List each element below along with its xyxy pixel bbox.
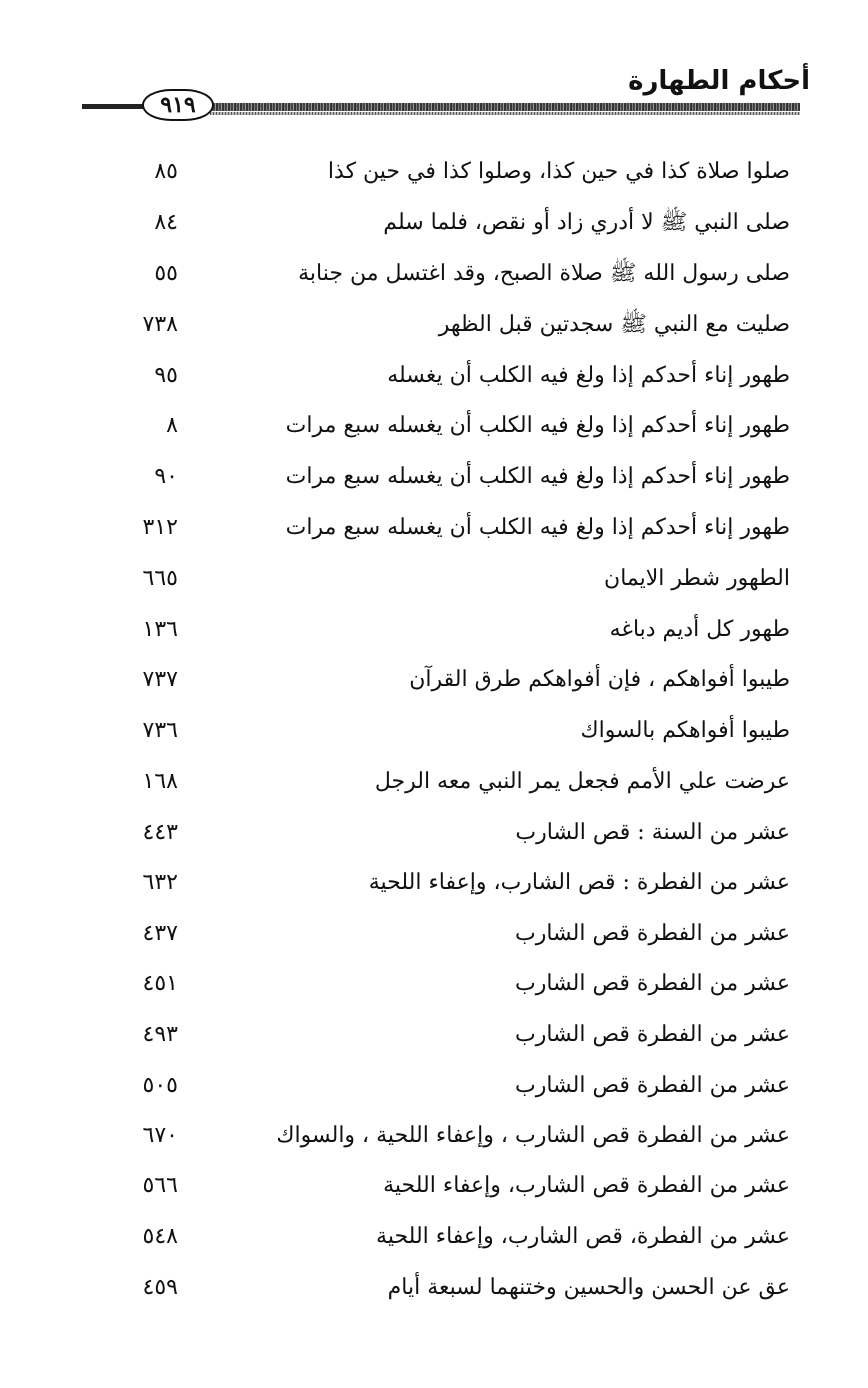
- index-entry: [0, 305, 868, 345]
- entry-text: صلى رسول الله ﷺ صلاة الصبح، وقد اغتسل من جنابة: [298, 261, 790, 286]
- entry-text: طهور إناء أحدكم إذا ولغ فيه الكلب أن يغسله سبع مرات: [285, 515, 790, 540]
- entry-page-number: ٩٥: [154, 363, 178, 388]
- entry-page-number: ٧٣٦: [142, 718, 178, 743]
- index-entry: [0, 508, 868, 548]
- index-entry: [0, 1015, 868, 1055]
- entry-text: عشر من الفطرة قص الشارب، وإعفاء اللحية: [383, 1173, 790, 1198]
- entry-text: طهور إناء أحدكم إذا ولغ فيه الكلب أن يغسله سبع مرات: [285, 413, 790, 438]
- entry-text: عرضت علي الأمم فجعل يمر النبي معه الرجل: [374, 769, 790, 794]
- index-entry: [0, 660, 868, 700]
- entry-page-number: ٦٣٢: [142, 870, 178, 895]
- entry-text: عشر من الفطرة قص الشارب: [515, 1022, 790, 1047]
- entry-page-number: ٤٥٩: [142, 1275, 178, 1300]
- entry-page-number: ٤٩٣: [142, 1022, 178, 1047]
- index-entry: [0, 813, 868, 853]
- entry-page-number: ١٦٨: [142, 769, 178, 794]
- entry-text: عشر من الفطرة قص الشارب: [515, 921, 790, 946]
- index-entry: [0, 457, 868, 497]
- index-entry: [0, 610, 868, 650]
- index-entry: [0, 762, 868, 802]
- index-entry: [0, 203, 868, 243]
- entry-page-number: ٥٤٨: [142, 1224, 178, 1249]
- entry-page-number: ٤٣٧: [142, 921, 178, 946]
- index-entry: [0, 1217, 868, 1257]
- entry-page-number: ٣١٢: [142, 515, 178, 540]
- index-entry: [0, 964, 868, 1004]
- entry-text: عشر من الفطرة قص الشارب: [515, 1073, 790, 1098]
- entry-page-number: ٥٠٥: [142, 1073, 178, 1098]
- index-entry: [0, 559, 868, 599]
- index-entry: [0, 914, 868, 954]
- index-entry: [0, 254, 868, 294]
- entry-text: طيبوا أفواهكم بالسواك: [580, 718, 790, 743]
- entry-page-number: ٨٥: [154, 159, 178, 184]
- entry-page-number: ١٣٦: [142, 617, 178, 642]
- entry-text: عشر من السنة : قص الشارب: [515, 820, 790, 845]
- entry-text: الطهور شطر الايمان: [604, 566, 790, 591]
- header-rule-left: [82, 104, 148, 109]
- entry-text: صليت مع النبي ﷺ سجدتين قبل الظهر: [438, 312, 790, 337]
- entry-page-number: ٦٧٠: [142, 1123, 178, 1148]
- index-entry: [0, 1268, 868, 1308]
- entry-text: عشر من الفطرة قص الشارب ، وإعفاء اللحية ، والسواك: [276, 1123, 790, 1148]
- index-entry: [0, 1166, 868, 1206]
- book-title: أحكام الطهارة: [628, 66, 810, 96]
- entry-text: طهور إناء أحدكم إذا ولغ فيه الكلب أن يغسله سبع مرات: [285, 464, 790, 489]
- index-entry: [0, 406, 868, 446]
- header-rule-right: [210, 103, 800, 111]
- index-entry: [0, 356, 868, 396]
- entry-text: طهور كل أديم دباغه: [609, 617, 790, 642]
- entry-page-number: ٤٥١: [142, 971, 178, 996]
- page-header: [0, 0, 868, 140]
- entry-text: طهور إناء أحدكم إذا ولغ فيه الكلب أن يغسله: [387, 363, 790, 388]
- entry-page-number: ٥٥: [154, 261, 178, 286]
- entry-text: صلوا صلاة كذا في حين كذا، وصلوا كذا في حين كذا: [327, 159, 790, 184]
- entry-page-number: ٨٤: [154, 210, 178, 235]
- entry-page-number: ٤٤٣: [142, 820, 178, 845]
- index-entry: [0, 152, 868, 192]
- entry-text: صلى النبي ﷺ لا أدري زاد أو نقص، فلما سلم: [383, 210, 790, 235]
- entry-page-number: ٧٣٧: [142, 667, 178, 692]
- entry-page-number: ٥٦٦: [142, 1173, 178, 1198]
- entry-page-number: ٧٣٨: [142, 312, 178, 337]
- index-entry: [0, 1116, 868, 1156]
- entry-page-number: ٩٠: [154, 464, 178, 489]
- index-entry: [0, 863, 868, 903]
- entry-page-number: ٨: [166, 413, 178, 438]
- index-entry: [0, 711, 868, 751]
- entry-text: عشر من الفطرة، قص الشارب، وإعفاء اللحية: [376, 1224, 790, 1249]
- entry-text: عشر من الفطرة قص الشارب: [515, 971, 790, 996]
- entry-text: عق عن الحسن والحسين وختنهما لسبعة أيام: [387, 1275, 790, 1300]
- entry-text: عشر من الفطرة : قص الشارب، وإعفاء اللحية: [368, 870, 790, 895]
- index-entry: [0, 1066, 868, 1106]
- page-number: ٩١٩: [142, 89, 214, 121]
- entry-page-number: ٦٦٥: [142, 566, 178, 591]
- entry-text: طيبوا أفواهكم ، فإن أفواهكم طرق القرآن: [409, 667, 790, 692]
